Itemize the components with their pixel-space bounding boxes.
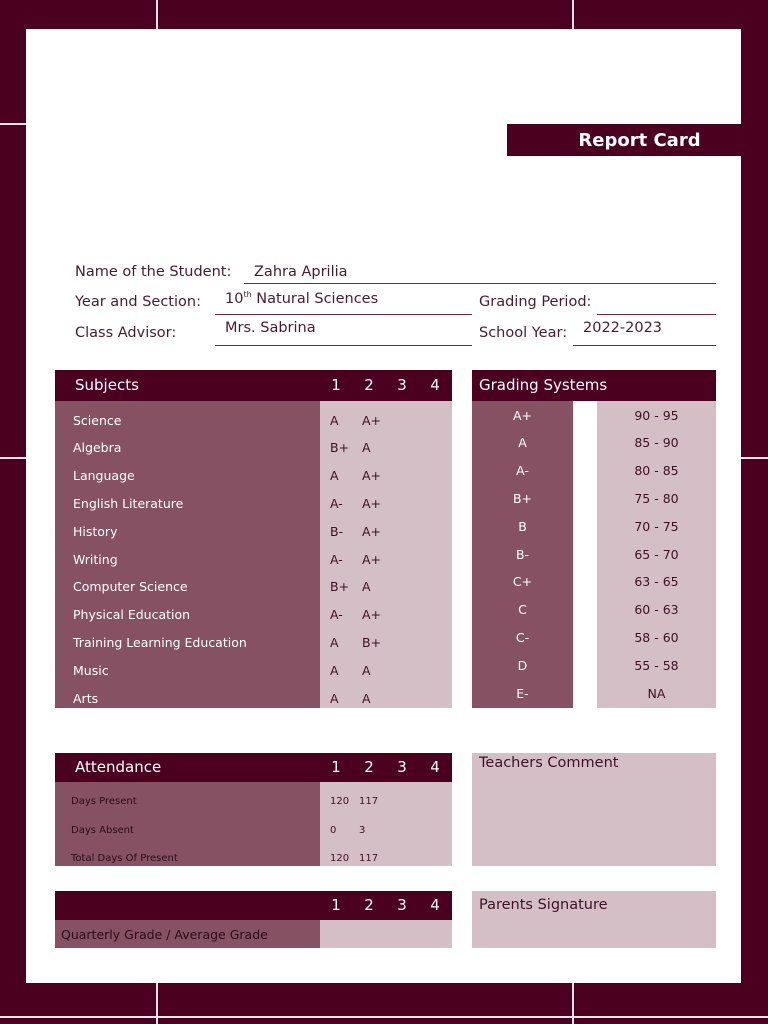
grade-q2: A+	[362, 413, 382, 428]
frame-line	[0, 457, 26, 459]
year-section-underline	[215, 314, 472, 315]
quarter-1-header: 1	[331, 376, 341, 394]
grading-range: NA	[647, 686, 666, 701]
grade-q2: A+	[362, 496, 382, 511]
subject-name: Physical Education	[73, 607, 191, 622]
grading-period-underline	[597, 314, 716, 315]
average-q2-header: 2	[364, 896, 374, 914]
average-label: Quarterly Grade / Average Grade	[61, 927, 268, 942]
grade-q1: A-	[330, 607, 343, 622]
average-q1-header: 1	[331, 896, 341, 914]
grade-q2: B+	[362, 635, 382, 650]
student-name-label: Name of the Student:	[75, 264, 232, 280]
grading-grade: A-	[516, 463, 529, 478]
subject-name: Music	[73, 663, 109, 678]
subject-name: Science	[73, 413, 122, 428]
parents-signature-title: Parents Signature	[479, 897, 608, 913]
grading-grade: B+	[512, 491, 533, 506]
attendance-q1: 120	[330, 796, 350, 807]
class-advisor-value: Mrs. Sabrina	[225, 320, 316, 336]
grading-range: 70 - 75	[634, 519, 679, 534]
grade-q1: A	[330, 635, 339, 650]
grading-range: 63 - 65	[634, 574, 679, 589]
attendance-label: Days Absent	[71, 825, 134, 836]
subject-name: History	[73, 524, 118, 539]
grading-range: 85 - 90	[634, 435, 679, 450]
grading-grade: A+	[512, 408, 533, 423]
average-header	[55, 891, 452, 920]
school-year-value: 2022-2023	[583, 320, 663, 336]
quarter-3-header: 3	[397, 376, 407, 394]
attendance-q3-header: 3	[397, 758, 407, 776]
grade-q2: A+	[362, 607, 382, 622]
attendance-q2: 117	[359, 853, 379, 864]
class-advisor-label: Class Advisor:	[75, 325, 177, 341]
grading-period-label: Grading Period:	[479, 294, 592, 310]
grade-q1: A	[330, 413, 339, 428]
grading-range: 58 - 60	[634, 630, 679, 645]
grading-range: 65 - 70	[634, 547, 679, 562]
grading-grade: B	[518, 519, 527, 534]
attendance-header	[55, 753, 452, 782]
grade-q1: A-	[330, 552, 343, 567]
attendance-q4-header: 4	[430, 758, 440, 776]
frame-line	[0, 1016, 768, 1018]
grade-q2: A	[362, 691, 371, 706]
frame-line	[572, 983, 574, 1024]
grading-grade: C-	[515, 630, 530, 645]
attendance-header-title: Attendance	[75, 758, 162, 776]
grade-q1: B+	[330, 579, 350, 594]
frame-line	[156, 0, 158, 29]
grading-grade: C+	[512, 574, 533, 589]
year-section-value: 10th Natural Sciences	[225, 290, 379, 307]
student-name-underline	[244, 283, 716, 284]
grading-grade: E-	[516, 686, 529, 701]
grading-system-header	[472, 370, 716, 401]
subject-name: English Literature	[73, 496, 184, 511]
grade-q2: A	[362, 440, 371, 455]
class-advisor-underline	[215, 345, 472, 346]
frame-line	[741, 457, 768, 459]
year-section-label: Year and Section:	[75, 294, 201, 310]
frame-line	[156, 983, 158, 1024]
attendance-q1-header: 1	[331, 758, 341, 776]
grading-range: 60 - 63	[634, 602, 679, 617]
grade-q1: B+	[330, 440, 350, 455]
average-value-cell	[320, 920, 452, 948]
grade-q1: A	[330, 468, 339, 483]
attendance-q2: 117	[359, 796, 379, 807]
teachers-comment-title: Teachers Comment	[479, 755, 619, 771]
grading-range: 55 - 58	[634, 658, 679, 673]
subject-name: Algebra	[73, 440, 122, 455]
grading-range: 80 - 85	[634, 463, 679, 478]
grade-q1: A	[330, 691, 339, 706]
average-q4-header: 4	[430, 896, 440, 914]
grade-q2: A+	[362, 524, 382, 539]
grade-q2: A+	[362, 552, 382, 567]
grade-q1: A-	[330, 496, 343, 511]
school-year-underline	[573, 345, 716, 346]
subject-name: Computer Science	[73, 579, 188, 594]
subjects-header	[55, 370, 452, 401]
subject-name: Language	[73, 468, 135, 483]
student-name-value: Zahra Aprilia	[254, 264, 348, 280]
average-q3-header: 3	[397, 896, 407, 914]
grading-grade: B-	[515, 547, 530, 562]
quarter-4-header: 4	[430, 376, 440, 394]
report-title: Report Card	[507, 124, 768, 156]
grading-grade: D	[517, 658, 528, 673]
subject-name: Arts	[73, 691, 99, 706]
grading-grade: A	[518, 435, 527, 450]
grade-q2: A	[362, 663, 371, 678]
grade-q1: A	[330, 663, 339, 678]
subject-name: Writing	[73, 552, 118, 567]
attendance-q2-header: 2	[364, 758, 374, 776]
grade-q2: A+	[362, 468, 382, 483]
grade-q2: A	[362, 579, 371, 594]
grading-range: 90 - 95	[634, 408, 679, 423]
subject-name: Training Learning Education	[73, 635, 247, 650]
frame-line	[0, 123, 26, 125]
subjects-header-title: Subjects	[75, 376, 139, 394]
attendance-label: Days Present	[71, 796, 137, 807]
grade-q1: B-	[330, 524, 344, 539]
frame-line	[572, 0, 574, 29]
attendance-q1: 0	[330, 825, 337, 836]
grading-grade: C	[518, 602, 527, 617]
attendance-q1: 120	[330, 853, 350, 864]
attendance-label: Total Days Of Present	[71, 853, 178, 864]
grading-system-title: Grading Systems	[479, 376, 608, 394]
quarter-2-header: 2	[364, 376, 374, 394]
school-year-label: School Year:	[479, 325, 568, 341]
attendance-q2: 3	[359, 825, 366, 836]
grading-range: 75 - 80	[634, 491, 679, 506]
